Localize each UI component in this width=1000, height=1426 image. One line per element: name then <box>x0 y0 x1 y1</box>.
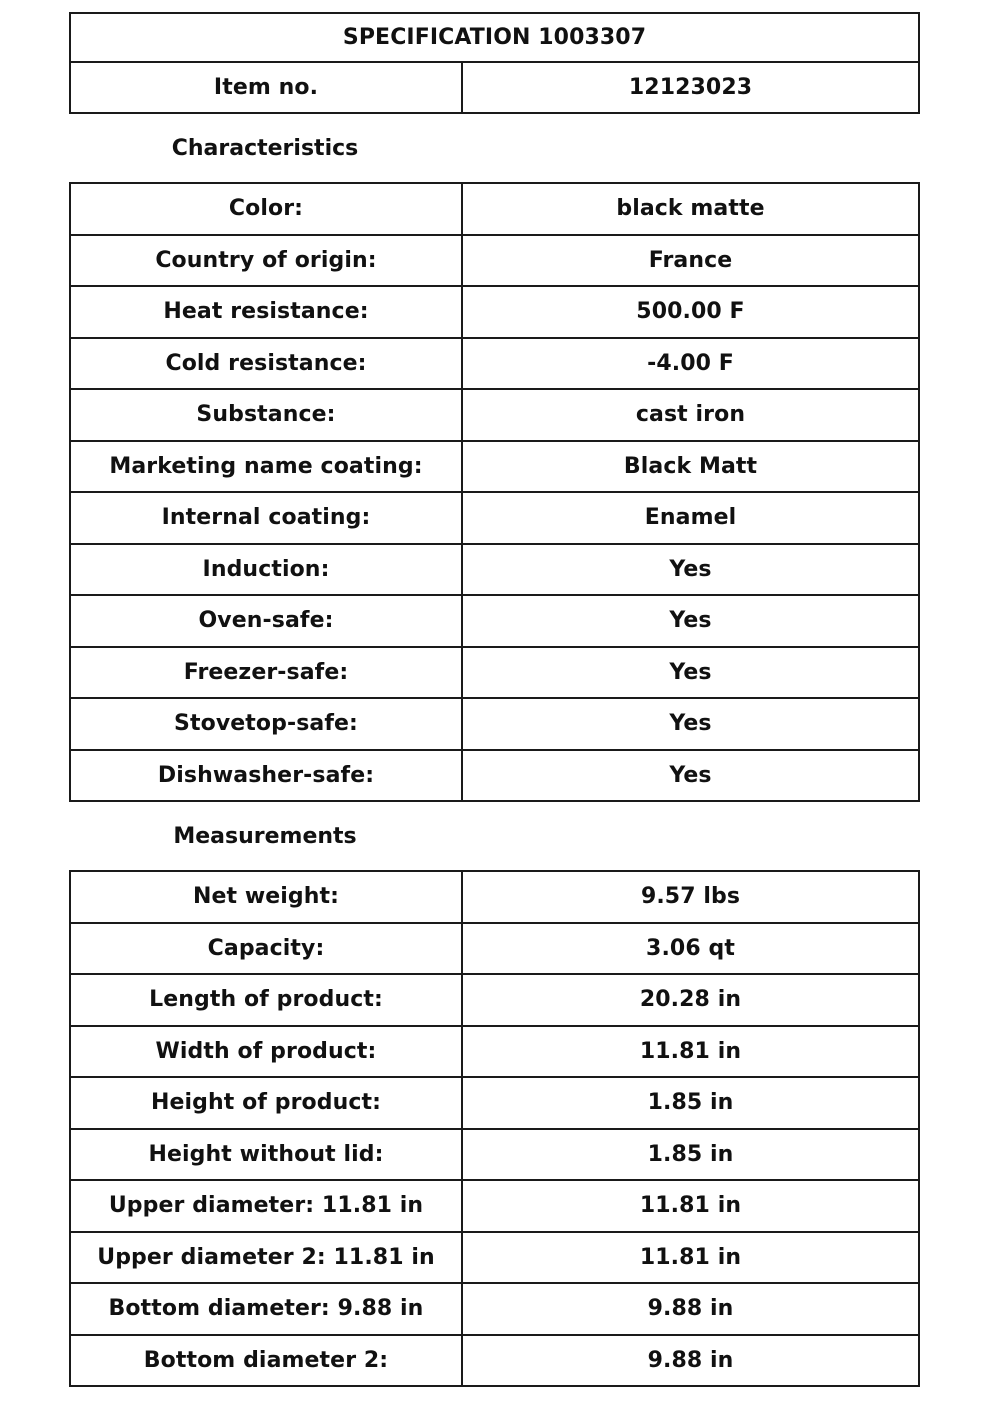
measurements-table <box>69 870 920 1387</box>
row-value: 11.81 in <box>462 1232 919 1284</box>
row-value: 1.85 in <box>462 1129 919 1181</box>
item-number-label: Item no. <box>70 62 462 113</box>
row-value: cast iron <box>462 389 919 441</box>
table-row <box>70 544 919 596</box>
row-value: 3.06 qt <box>462 923 919 975</box>
table-row <box>70 1335 919 1387</box>
row-label: Capacity: <box>70 923 462 975</box>
row-label: Stovetop-safe: <box>70 698 462 750</box>
row-value: 9.57 lbs <box>462 871 919 923</box>
characteristics-table <box>69 182 920 802</box>
row-value: Enamel <box>462 492 919 544</box>
row-label: Color: <box>70 183 462 235</box>
row-value: Yes <box>462 544 919 596</box>
row-label: Height without lid: <box>70 1129 462 1181</box>
table-row <box>70 647 919 699</box>
row-value: 9.88 in <box>462 1283 919 1335</box>
row-label: Upper diameter 2: 11.81 in <box>70 1232 462 1284</box>
specification-sheet <box>69 12 918 1387</box>
table-row <box>70 389 919 441</box>
row-label: Induction: <box>70 544 462 596</box>
row-value: Yes <box>462 698 919 750</box>
row-label: Bottom diameter: 9.88 in <box>70 1283 462 1335</box>
table-row <box>70 235 919 287</box>
table-row <box>70 492 919 544</box>
row-label: Bottom diameter 2: <box>70 1335 462 1387</box>
specification-header-table <box>69 12 920 114</box>
row-label: Internal coating: <box>70 492 462 544</box>
row-label: Heat resistance: <box>70 286 462 338</box>
table-row <box>70 1283 919 1335</box>
row-label: Freezer-safe: <box>70 647 462 699</box>
row-label: Country of origin: <box>70 235 462 287</box>
row-label: Width of product: <box>70 1026 462 1078</box>
row-value: Yes <box>462 595 919 647</box>
row-value: 1.85 in <box>462 1077 919 1129</box>
table-row <box>70 698 919 750</box>
row-label: Net weight: <box>70 871 462 923</box>
row-value: Yes <box>462 647 919 699</box>
row-value: -4.00 F <box>462 338 919 390</box>
item-number-value: 12123023 <box>462 62 919 113</box>
row-value: 11.81 in <box>462 1026 919 1078</box>
table-row <box>70 441 919 493</box>
row-value: black matte <box>462 183 919 235</box>
row-value: Black Matt <box>462 441 919 493</box>
row-label: Marketing name coating: <box>70 441 462 493</box>
row-label: Dishwasher-safe: <box>70 750 462 802</box>
row-value: Yes <box>462 750 919 802</box>
table-row <box>70 338 919 390</box>
table-row <box>70 1180 919 1232</box>
table-row <box>70 1026 919 1078</box>
row-value: 500.00 F <box>462 286 919 338</box>
row-value: 20.28 in <box>462 974 919 1026</box>
row-label: Cold resistance: <box>70 338 462 390</box>
table-row <box>70 595 919 647</box>
table-row <box>70 1077 919 1129</box>
row-label: Height of product: <box>70 1077 462 1129</box>
characteristics-heading: Characteristics <box>171 135 359 161</box>
measurements-heading: Measurements <box>173 823 357 849</box>
row-label: Upper diameter: 11.81 in <box>70 1180 462 1232</box>
table-row <box>70 286 919 338</box>
table-row <box>70 1129 919 1181</box>
row-value: 11.81 in <box>462 1180 919 1232</box>
row-value: 9.88 in <box>462 1335 919 1387</box>
table-row <box>70 923 919 975</box>
specification-title-row <box>70 13 919 62</box>
table-row <box>70 750 919 802</box>
row-label: Substance: <box>70 389 462 441</box>
row-label: Length of product: <box>70 974 462 1026</box>
table-row <box>70 871 919 923</box>
table-row <box>70 1232 919 1284</box>
row-label: Oven-safe: <box>70 595 462 647</box>
item-number-row <box>70 62 919 113</box>
table-row <box>70 183 919 235</box>
table-row <box>70 974 919 1026</box>
specification-title: SPECIFICATION 1003307 <box>70 13 919 62</box>
row-value: France <box>462 235 919 287</box>
